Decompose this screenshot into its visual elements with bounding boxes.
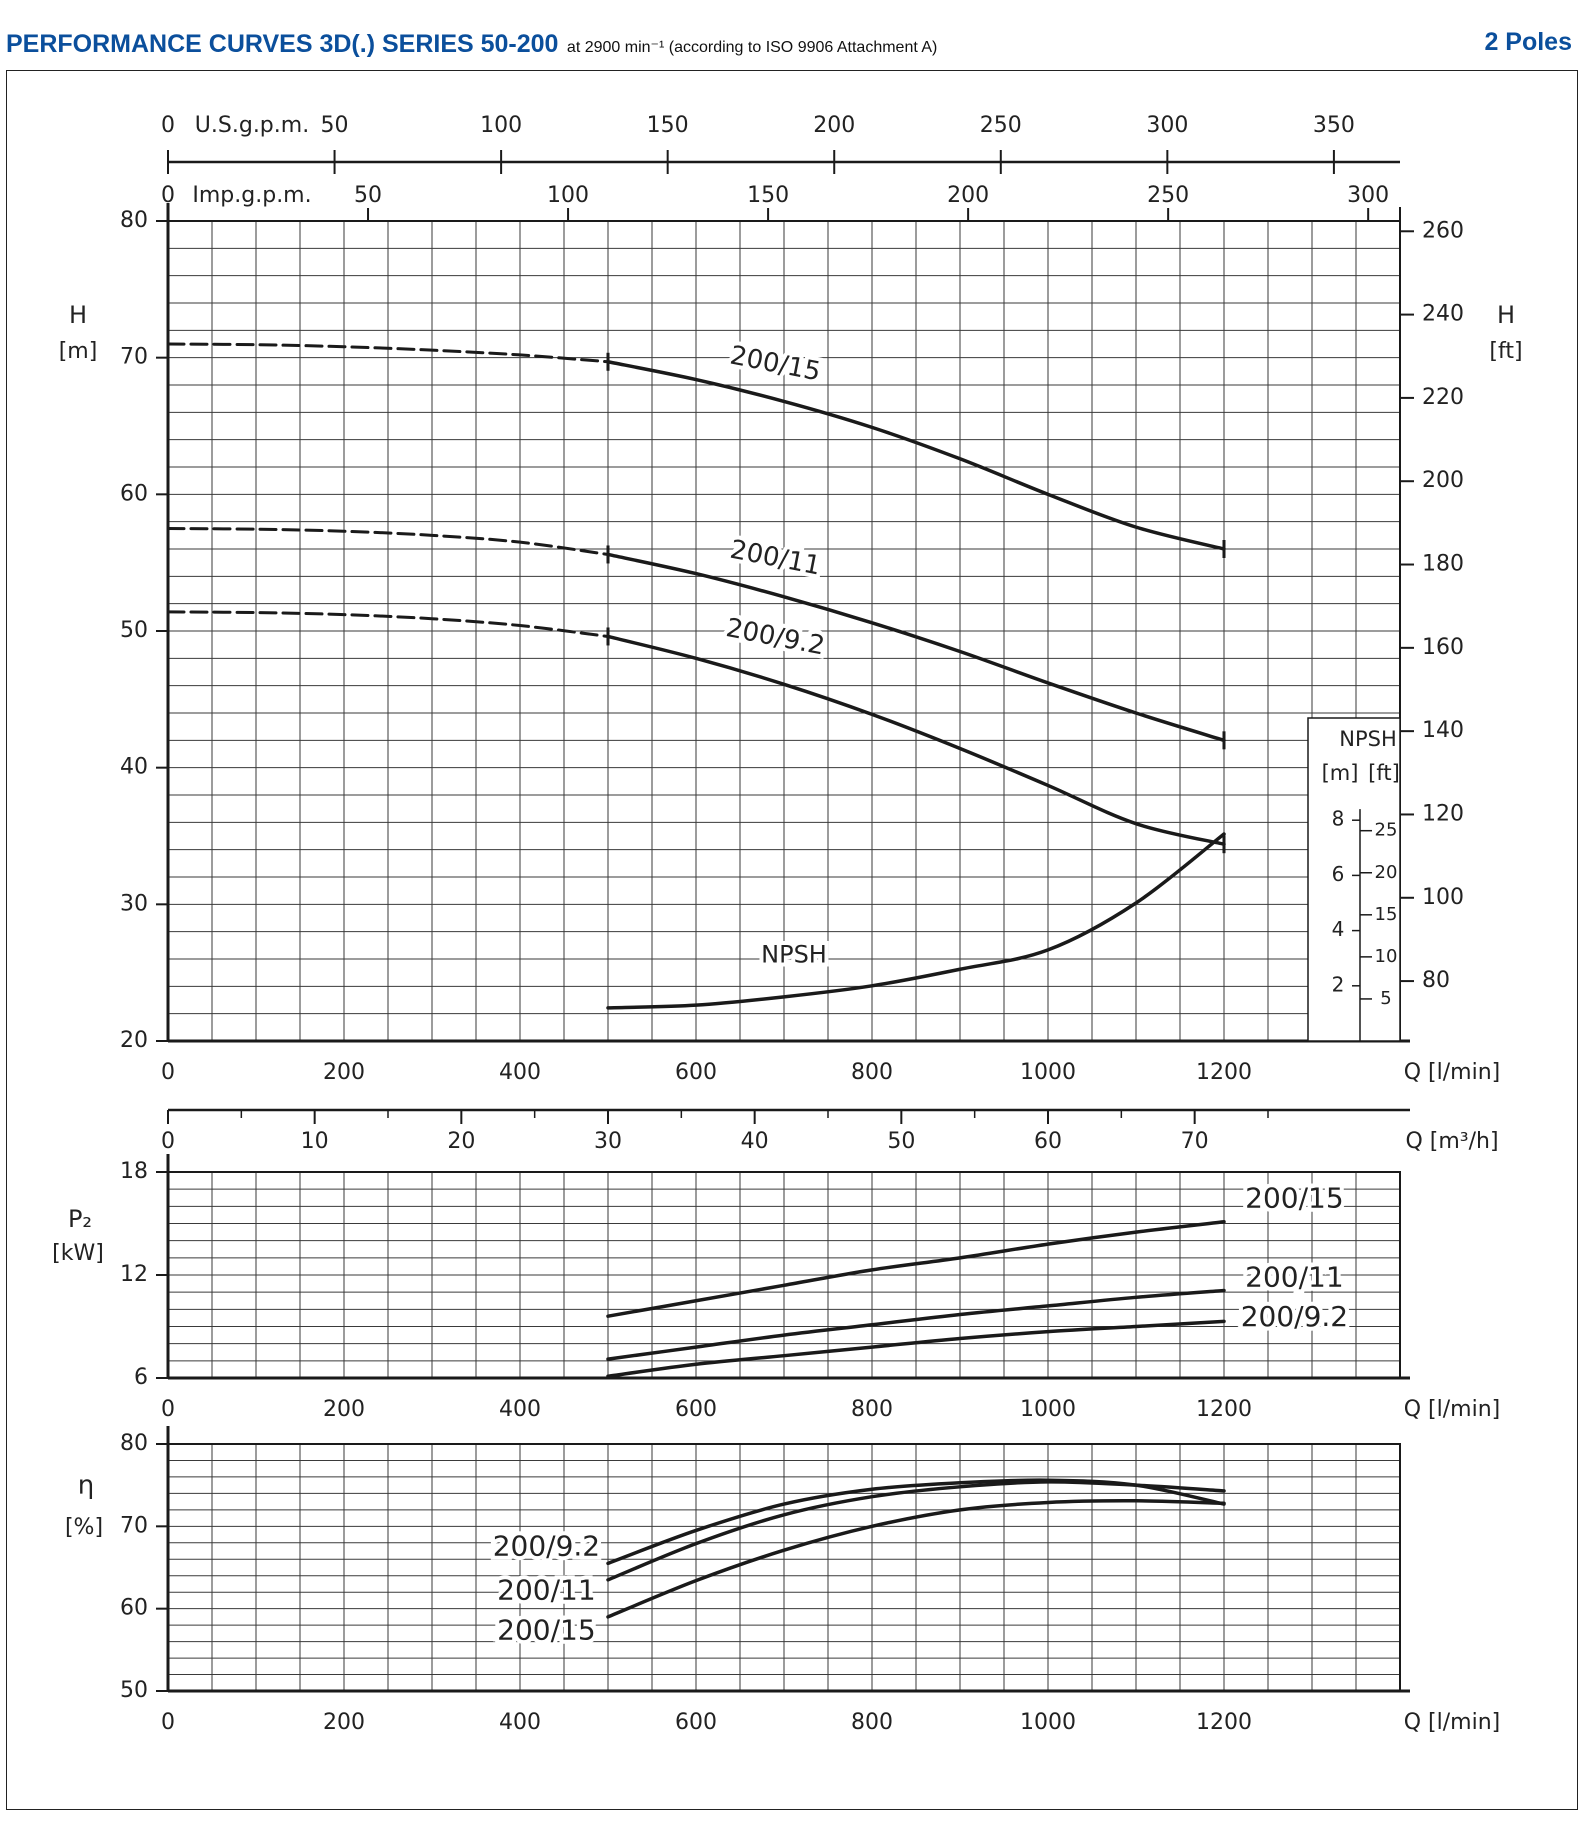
power-ylabel-unit: [kW]	[52, 1241, 104, 1266]
power-ytick-label: 6	[134, 1365, 148, 1390]
m3h-tick-label: 30	[594, 1129, 622, 1154]
head-ft-tick-label: 80	[1422, 968, 1450, 994]
head-x-axis-label: Q [l/min]	[1403, 1060, 1501, 1085]
power-xtick-label: 600	[675, 1397, 717, 1422]
usgpm-axis-label: U.S.g.p.m.	[194, 113, 310, 138]
power-ytick-label: 18	[120, 1159, 148, 1184]
head-ytick-label: 70	[120, 344, 148, 370]
head-ft-tick-label: 180	[1422, 551, 1464, 577]
chart-title: PERFORMANCE CURVES 3D(.) SERIES 50-200	[6, 30, 559, 58]
efficiency-ylabel-symbol: η	[77, 1470, 95, 1501]
usgpm-tick-label: 300	[1146, 113, 1189, 138]
power-curve-label: 200/15	[1245, 1181, 1344, 1215]
power-x-axis-label: Q [l/min]	[1403, 1397, 1501, 1422]
head-ft-tick-label: 240	[1422, 301, 1464, 327]
npsh-m-tick-label: 4	[1331, 917, 1345, 942]
npsh-ft-tick-label: 25	[1374, 819, 1398, 841]
head-xtick-label: 400	[499, 1060, 541, 1085]
head-ytick-label: 20	[120, 1028, 148, 1053]
efficiency-xtick-label: 400	[499, 1710, 541, 1735]
efficiency-ytick-label: 70	[120, 1513, 148, 1539]
m3h-tick-label: 10	[300, 1129, 329, 1154]
head-xtick-label: 200	[323, 1060, 365, 1085]
efficiency-ytick-label: 60	[120, 1595, 148, 1621]
head-xtick-label: 0	[161, 1060, 175, 1085]
power-ylabel-symbol: P₂	[67, 1205, 93, 1233]
npsh-ft-tick-label: 15	[1374, 903, 1398, 925]
npsh-ft-tick-label: 5	[1380, 987, 1392, 1009]
head-ytick-label: 40	[120, 754, 148, 780]
chart-subtitle: at 2900 min⁻¹ (according to ISO 9906 Attachment A)	[566, 39, 938, 56]
head-ft-tick-label: 160	[1422, 634, 1464, 660]
impgpm-axis-label: Imp.g.p.m.	[192, 183, 312, 208]
efficiency-xtick-label: 200	[323, 1710, 365, 1735]
head-curve-label: 200/15	[727, 340, 824, 388]
head-curve-label: 200/9.2	[723, 613, 828, 662]
power-ytick-label: 12	[120, 1262, 148, 1287]
efficiency-ylabel-unit: [%]	[64, 1515, 104, 1540]
efficiency-xtick-label: 1000	[1020, 1710, 1076, 1735]
poles-label: 2 Poles	[1484, 28, 1572, 56]
m3h-tick-label: 40	[740, 1129, 769, 1154]
npsh-m-tick-label: 8	[1331, 806, 1345, 831]
head-ylabel-right-symbol: H	[1496, 301, 1516, 329]
npsh-axis-unit-ft: [ft]	[1368, 761, 1400, 785]
head-ylabel-right-unit: [ft]	[1489, 339, 1523, 364]
head-xtick-label: 1000	[1020, 1060, 1076, 1085]
m3h-tick-label: 20	[447, 1129, 476, 1154]
power-curve-label: 200/9.2	[1240, 1299, 1349, 1333]
head-xtick-label: 600	[675, 1060, 717, 1085]
usgpm-tick-label: 0	[161, 113, 175, 138]
m3h-tick-label: 50	[887, 1129, 916, 1154]
efficiency-curve-label: 200/11	[497, 1573, 596, 1607]
npsh-curve-label: NPSH	[761, 940, 827, 969]
usgpm-tick-label: 50	[320, 113, 349, 138]
power-xtick-label: 200	[323, 1397, 365, 1422]
impgpm-tick-label: 50	[354, 183, 383, 208]
efficiency-ytick-label: 80	[120, 1431, 148, 1456]
head-ft-tick-label: 100	[1422, 884, 1464, 910]
power-xtick-label: 400	[499, 1397, 541, 1422]
head-ylabel-unit: [m]	[58, 339, 98, 364]
efficiency-xtick-label: 800	[851, 1710, 893, 1735]
npsh-m-tick-label: 2	[1331, 972, 1345, 997]
m3h-tick-label: 0	[161, 1129, 175, 1154]
efficiency-curve-label: 200/15	[497, 1613, 596, 1647]
efficiency-xtick-label: 600	[675, 1710, 717, 1735]
efficiency-curve-label: 200/9.2	[492, 1529, 601, 1563]
impgpm-tick-label: 300	[1347, 183, 1390, 208]
efficiency-ytick-label: 50	[120, 1678, 148, 1703]
npsh-axis-unit-m: [m]	[1321, 761, 1359, 785]
head-ft-tick-label: 220	[1422, 384, 1464, 410]
power-curve-label: 200/11	[1245, 1260, 1344, 1294]
efficiency-xtick-label: 1200	[1196, 1710, 1252, 1735]
usgpm-tick-label: 150	[646, 113, 689, 138]
head-ft-tick-label: 260	[1422, 218, 1464, 244]
impgpm-tick-label: 250	[1147, 183, 1190, 208]
efficiency-x-axis-label: Q [l/min]	[1403, 1710, 1501, 1735]
head-xtick-label: 800	[851, 1060, 893, 1085]
usgpm-tick-label: 350	[1312, 113, 1355, 138]
power-xtick-label: 1000	[1020, 1397, 1076, 1422]
npsh-axis-title: NPSH	[1339, 727, 1397, 751]
usgpm-tick-label: 100	[480, 113, 523, 138]
npsh-ft-tick-label: 10	[1374, 945, 1398, 967]
head-ytick-label: 80	[120, 208, 148, 233]
head-curve-label: 200/11	[727, 534, 824, 582]
head-xtick-label: 1200	[1196, 1060, 1252, 1085]
npsh-m-tick-label: 6	[1331, 861, 1345, 886]
m3h-tick-label: 60	[1034, 1129, 1062, 1154]
head-ylabel-symbol: H	[68, 301, 88, 329]
power-xtick-label: 0	[161, 1397, 175, 1422]
impgpm-tick-label: 0	[161, 183, 175, 208]
head-ytick-label: 60	[120, 481, 148, 507]
m3h-axis-label: Q [m³/h]	[1405, 1129, 1499, 1154]
impgpm-tick-label: 100	[547, 183, 590, 208]
power-xtick-label: 1200	[1196, 1397, 1252, 1422]
usgpm-tick-label: 250	[979, 113, 1022, 138]
head-ft-tick-label: 140	[1422, 718, 1464, 744]
head-ytick-label: 30	[120, 891, 148, 917]
m3h-tick-label: 70	[1180, 1129, 1209, 1154]
head-ytick-label: 50	[120, 618, 148, 643]
power-xtick-label: 800	[851, 1397, 893, 1422]
npsh-ft-tick-label: 20	[1374, 861, 1398, 883]
head-ft-tick-label: 120	[1422, 801, 1464, 827]
head-ft-tick-label: 200	[1422, 468, 1464, 494]
efficiency-xtick-label: 0	[161, 1710, 175, 1735]
impgpm-tick-label: 200	[947, 183, 990, 208]
impgpm-tick-label: 150	[747, 183, 790, 208]
usgpm-tick-label: 200	[813, 113, 856, 138]
